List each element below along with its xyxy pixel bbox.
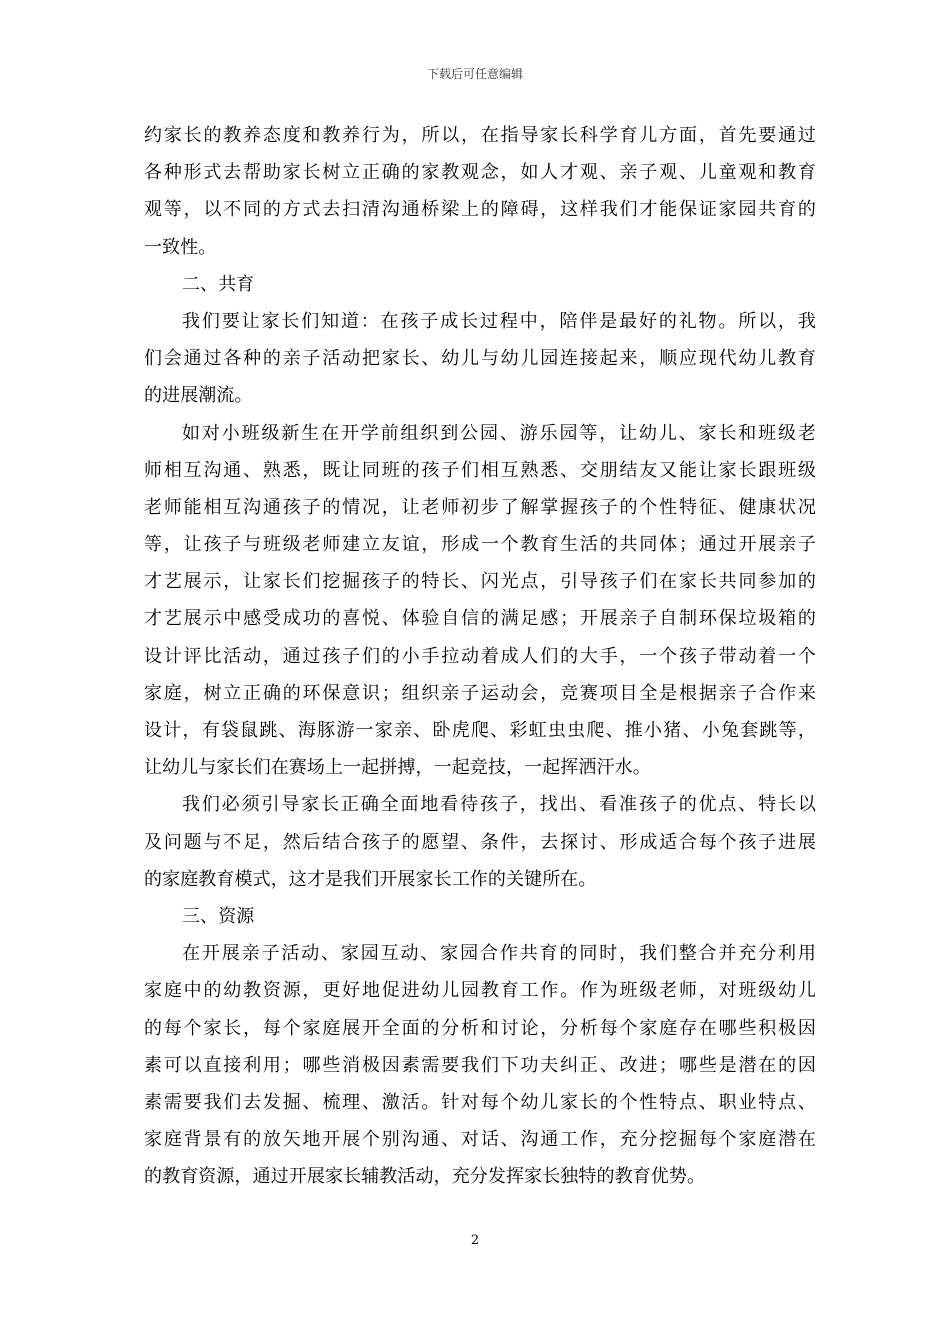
text-line: 的每个家长，每个家庭展开全面的分析和讨论，分析每个家庭存在哪些积极因: [144, 1017, 816, 1039]
text-line: 的进展潮流。: [144, 385, 253, 407]
text-line: 设计评比活动，通过孩子们的小手拉动着成人们的大手，一个孩子带动着一个: [144, 645, 816, 667]
paragraph: [144, 786, 816, 898]
text-line: 二、共育: [182, 273, 255, 295]
paragraph: [144, 266, 816, 303]
text-line: 我们必须引导家长正确全面地看待孩子，找出、看准孩子的优点、特长以: [182, 794, 816, 816]
text-line: 观等，以不同的方式去扫清沟通桥梁上的障碍，这样我们才能保证家园共育的: [144, 199, 816, 221]
text-line: 约家长的教养态度和教养行为，所以，在指导家长科学育儿方面，首先要通过: [144, 125, 816, 146]
paragraph: [144, 898, 816, 935]
text-line: 师相互沟通、熟悉，既让同班的孩子们相互熟悉、交朋结友又能让家长跟班级: [144, 459, 816, 481]
text-line: 素需要我们去发掘、梳理、激活。针对每个幼儿家长的个性特点、职业特点、: [144, 1091, 816, 1113]
paragraph: [144, 935, 816, 1195]
text-line: 素可以直接利用；哪些消极因素需要我们下功夫纠正、改进；哪些是潜在的因: [144, 1054, 816, 1076]
text-line: 才艺展示中感受成功的喜悦、体验自信的满足感；开展亲子自制环保垃圾箱的: [144, 608, 816, 630]
page-number: 2: [470, 1233, 480, 1248]
text-line: 各种形式去帮助家长树立正确的家教观念，如人才观、亲子观、儿童观和教育: [144, 162, 816, 184]
text-line: 家庭，树立正确的环保意识；组织亲子运动会，竞赛项目全是根据亲子合作来: [144, 682, 816, 704]
document-body: [144, 117, 816, 1195]
text-line: 如对小班级新生在开学前组织到公园、游乐园等，让幼儿、家长和班级老: [182, 422, 816, 444]
text-line: 在开展亲子活动、家园互动、家园合作共育的同时，我们整合并充分利用: [182, 943, 816, 965]
paragraph: [144, 117, 816, 266]
text-line: 才艺展示，让家长们挖掘孩子的特长、闪光点，引导孩子们在家长共同参加的: [144, 571, 816, 593]
text-line: 的家庭教育模式，这才是我们开展家长工作的关键所在。: [144, 868, 597, 890]
text-line: 老师能相互沟通孩子的情况，让老师初步了解掌握孩子的个性特征、健康状况: [144, 496, 816, 518]
text-line: 家庭中的幼教资源，更好地促进幼儿园教育工作。作为班级老师，对班级幼儿: [144, 980, 816, 1002]
text-line: 的教育资源，通过开展家长辅教活动，充分发挥家长独特的教育优势。: [144, 1166, 706, 1188]
text-line: 家庭背景有的放矢地开展个别沟通、对话、沟通工作，充分挖掘每个家庭潜在: [144, 1129, 816, 1151]
text-line: 们会通过各种的亲子活动把家长、幼儿与幼儿园连接起来，顺应现代幼儿教育: [144, 348, 816, 370]
text-line: 一致性。: [144, 236, 217, 258]
text-line: 让幼儿与家长们在赛场上一起拼搏，一起竞技，一起挥洒汗水。: [144, 757, 651, 779]
text-line: 我们要让家长们知道：在孩子成长过程中，陪伴是最好的礼物。所以，我: [182, 310, 816, 332]
paragraph: [144, 303, 816, 415]
text-line: 设计，有袋鼠跳、海豚游一家亲、卧虎爬、彩虹虫虫爬、推小猪、小兔套跳等，: [144, 720, 816, 741]
text-line: 及问题与不足，然后结合孩子的愿望、条件，去探讨、形成适合每个孩子进展: [144, 831, 816, 853]
text-line: 等，让孩子与班级老师建立友谊，形成一个教育生活的共同体；通过开展亲子: [144, 534, 816, 556]
paragraph: [144, 415, 816, 787]
text-line: 三、资源: [182, 905, 255, 927]
page-header: 下载后可任意编辑: [426, 67, 523, 81]
